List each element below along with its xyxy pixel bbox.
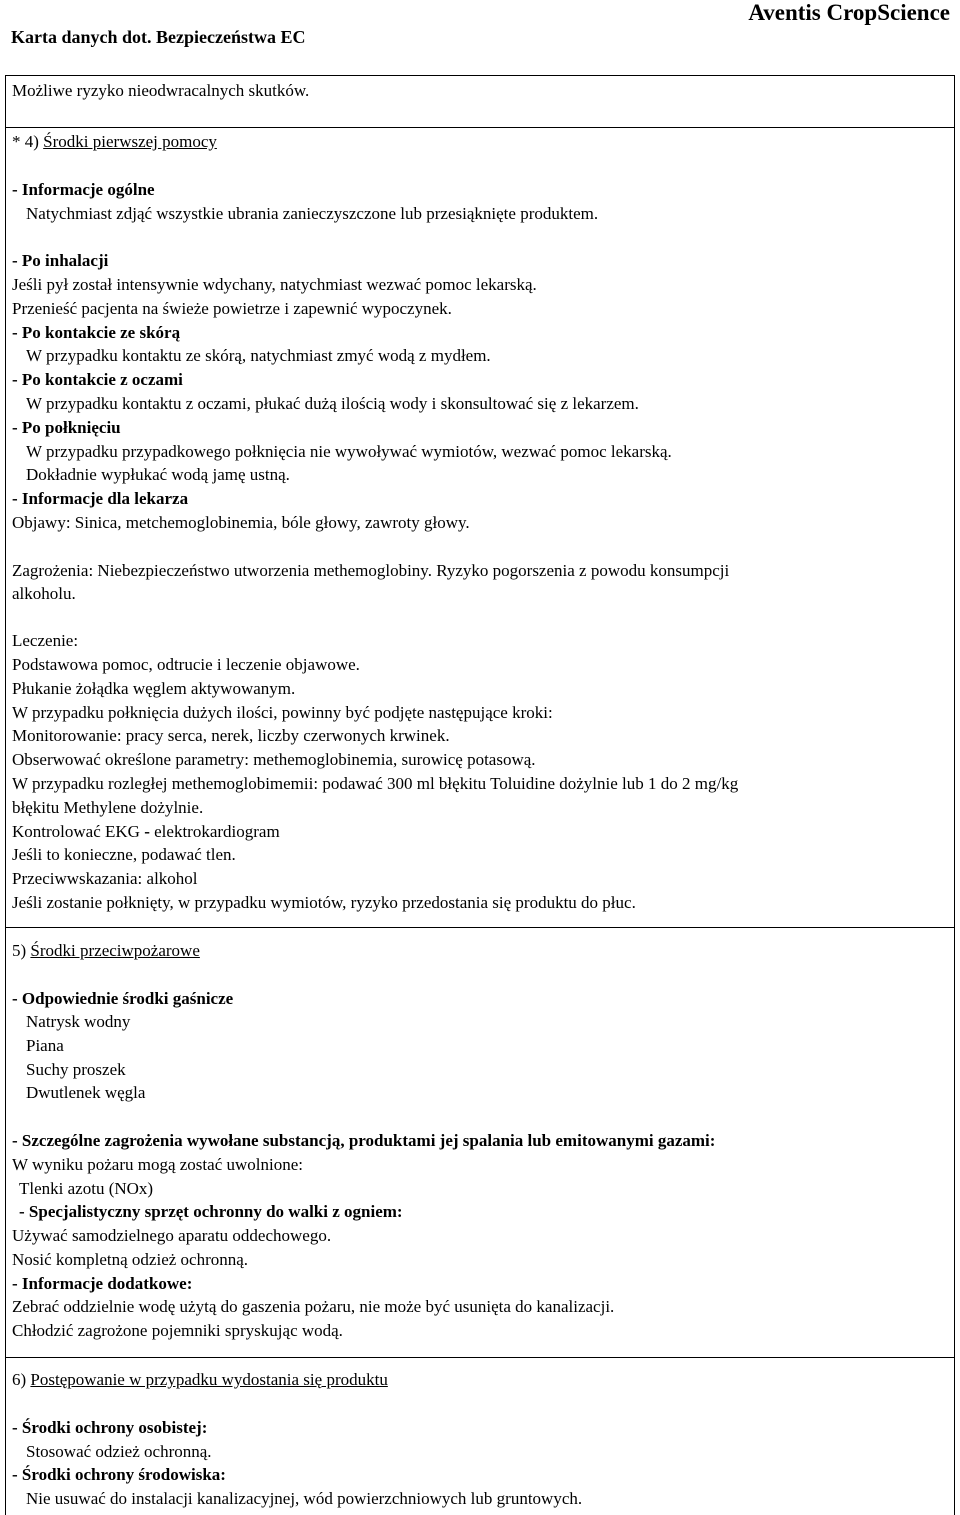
extinguishing-media-item: Piana	[26, 1036, 64, 1055]
treatment-text-10: Przeciwwskazania: alkohol	[12, 869, 198, 888]
section-divider-5	[6, 927, 954, 928]
section-divider-6	[6, 1357, 954, 1358]
treatment-text-5: Obserwować określone parametry: methemoglobinemia, surowicę potasową.	[12, 750, 536, 769]
environmental-protection-text: Nie usuwać do instalacji kanalizacyjnej, wód powierzchniowych lub gruntowych.	[26, 1489, 583, 1508]
doctor-info-heading: - Informacje dla lekarza	[12, 489, 189, 508]
section-5-heading	[12, 941, 200, 961]
environmental-protection-heading: - Środki ochrony środowiska:	[12, 1465, 226, 1484]
treatment-text-7: błękitu Methylene dożylnie.	[12, 798, 204, 817]
inhalation-text-1: Jeśli pył został intensywnie wdychany, natychmiast wezwać pomoc lekarską.	[12, 275, 537, 294]
protective-equipment-heading: - Specjalistyczny sprzęt ochronny do walki z ogniem:	[19, 1202, 403, 1221]
general-info-text: Natychmiast zdjąć wszystkie ubrania zanieczyszczone lub przesiąknięte produktem.	[26, 204, 599, 223]
symptoms-label: Objawy:	[12, 513, 71, 532]
treatment-text-9: Jeśli to konieczne, podawać tlen.	[12, 845, 236, 864]
section-6-number: 6)	[12, 1370, 27, 1389]
eye-contact-heading: - Po kontakcie z oczami	[12, 370, 183, 389]
document-title: Karta danych dot. Bezpieczeństwa EC	[11, 27, 306, 47]
treatment-text-2: Płukanie żołądka węglem aktywowanym.	[12, 679, 296, 698]
extinguishing-media-item: Suchy proszek	[26, 1060, 126, 1079]
section-4-heading	[12, 132, 217, 152]
treatment-text-3: W przypadku połknięcia dużych ilości, powinny być podjęte następujące kroki:	[12, 703, 553, 722]
eye-contact-text: W przypadku kontaktu z oczami, płukać dużą ilością wody i skonsultować się z lekarzem.	[26, 394, 639, 413]
ingestion-text-1: W przypadku przypadkowego połknięcia nie wywoływać wymiotów, wezwać pomoc lekarską.	[26, 442, 672, 461]
personal-protection-heading: - Środki ochrony osobistej:	[12, 1418, 208, 1437]
extinguishing-media-item: Dwutlenek węgla	[26, 1083, 146, 1102]
ekg-dash: -	[144, 822, 155, 841]
protective-equipment-text-1: Używać samodzielnego aparatu oddechowego.	[12, 1226, 332, 1245]
ingestion-heading: - Po połknięciu	[12, 418, 121, 437]
extinguishing-media-item: Natrysk wodny	[26, 1012, 131, 1031]
section-5-number: 5)	[12, 941, 27, 960]
ekg-term: elektrokardiogram	[154, 822, 280, 841]
skin-contact-heading: - Po kontakcie ze skórą	[12, 323, 181, 342]
extinguishing-media-heading: - Odpowiednie środki gaśnicze	[12, 989, 234, 1008]
symptoms-text: Sinica, metchemoglobinemia, bóle głowy, zawroty głowy.	[70, 513, 470, 532]
hazards-text-1: Zagrożenia: Niebezpieczeństwo utworzenia methemoglobiny. Ryzyko pogorszenia z powodu konsumpcji	[12, 561, 730, 580]
nitrogen-oxides-text: Tlenki azotu (NOx)	[19, 1179, 154, 1198]
personal-protection-text: Stosować odzież ochronną.	[26, 1442, 212, 1461]
treatment-text-6: W przypadku rozległej methemoglobimemii: podawać 300 ml błękitu Toluidine dożylnie lub 1 do 2 mg/kg	[12, 774, 739, 793]
skin-contact-text: W przypadku kontaktu ze skórą, natychmiast zmyć wodą z mydłem.	[26, 346, 491, 365]
treatment-text-8	[12, 822, 280, 842]
company-name: Aventis CropScience	[748, 0, 950, 25]
treatment-text-11: Jeśli zostanie połknięty, w przypadku wymiotów, ryzyko przedostania się produktu do płuc.	[12, 893, 636, 912]
ingestion-text-2: Dokładnie wypłukać wodą jamę ustną.	[26, 465, 290, 484]
inhalation-heading: - Po inhalacji	[12, 251, 109, 270]
hazards-text-2: alkoholu.	[12, 584, 76, 603]
treatment-text-4: Monitorowanie: pracy serca, nerek, liczby czerwonych krwinek.	[12, 726, 450, 745]
treatment-text-1: Podstawowa pomoc, odtrucie i leczenie objawowe.	[12, 655, 360, 674]
section-5-title: Środki przeciwpożarowe	[30, 941, 200, 960]
section-4-title: Środki pierwszej pomocy	[43, 132, 217, 151]
main-box	[5, 127, 955, 1515]
symptoms-line	[12, 513, 470, 533]
general-info-heading: - Informacje ogólne	[12, 180, 155, 199]
special-hazards-heading: - Szczególne zagrożenia wywołane substancją, produktami jej spalania lub emitowanymi gazami:	[12, 1131, 716, 1150]
special-hazards-text: W wyniku pożaru mogą zostać uwolnione:	[12, 1155, 303, 1174]
protective-equipment-text-2: Nosić kompletną odzież ochronną.	[12, 1250, 249, 1269]
intro-text: Możliwe ryzyko nieodwracalnych skutków.	[12, 81, 310, 100]
intro-box	[5, 75, 955, 127]
additional-info-text-2: Chłodzić zagrożone pojemniki spryskując wodą.	[12, 1321, 343, 1340]
treatment-heading: Leczenie:	[12, 631, 79, 650]
additional-info-text-1: Zebrać oddzielnie wodę użytą do gaszenia pożaru, nie może być usunięta do kanalizacji.	[12, 1297, 615, 1316]
ekg-text: Kontrolować EKG	[12, 822, 145, 841]
section-4-number: * 4)	[12, 132, 39, 151]
additional-info-heading: - Informacje dodatkowe:	[12, 1274, 193, 1293]
section-6-heading	[12, 1370, 388, 1390]
section-6-title: Postępowanie w przypadku wydostania się produktu	[30, 1370, 388, 1389]
inhalation-text-2: Przenieść pacjenta na świeże powietrze i zapewnić wypoczynek.	[12, 299, 452, 318]
